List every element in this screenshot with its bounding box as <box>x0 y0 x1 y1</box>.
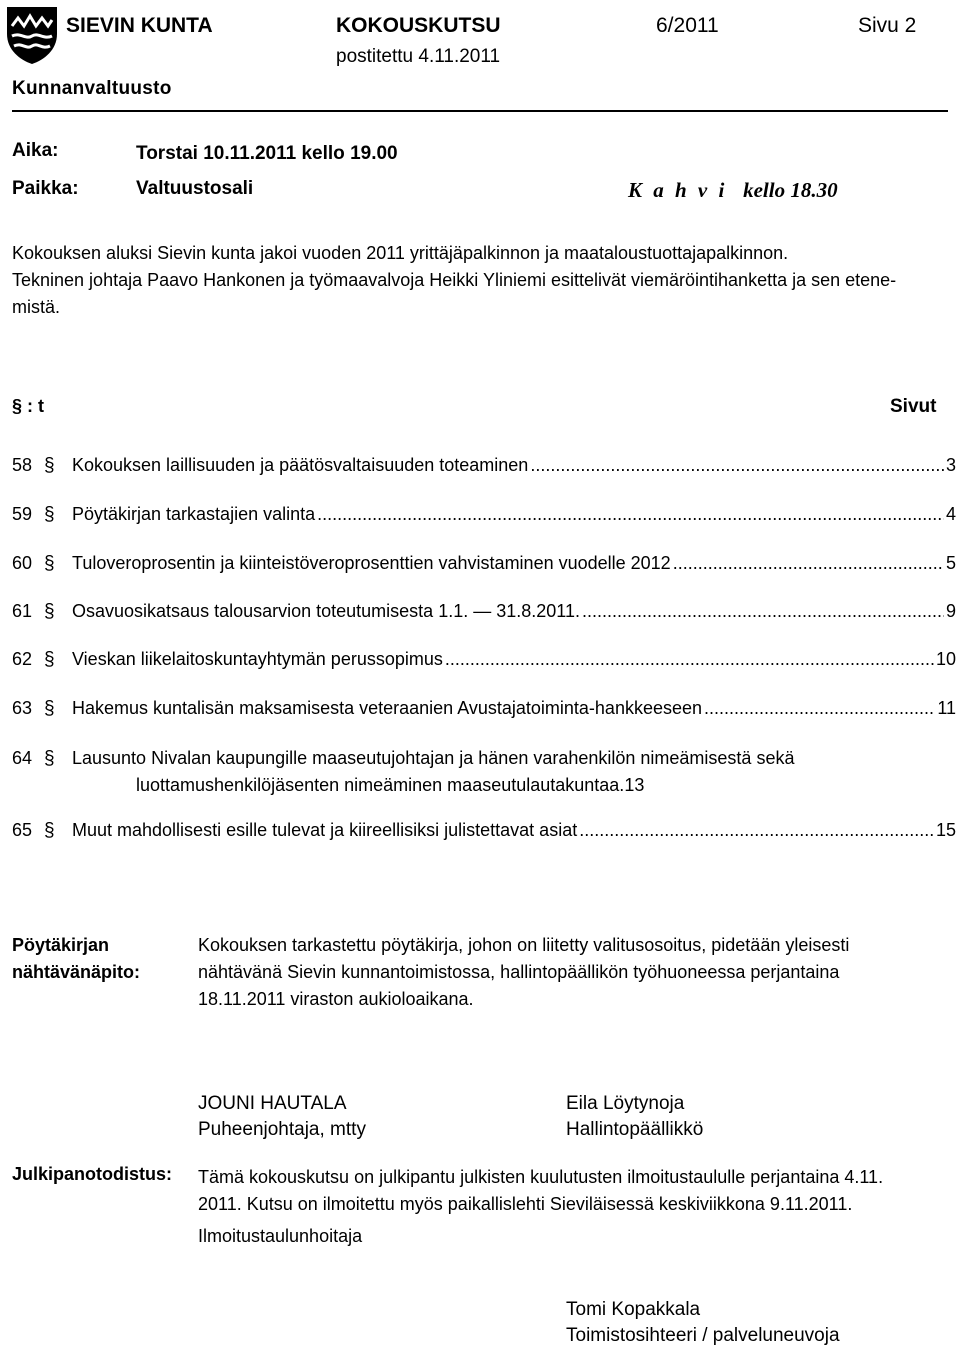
toc-item-title: Tuloveroprosentin ja kiinteistöveroprosenttien vahvistaminen vuodelle 2012 <box>72 553 671 573</box>
publication-text: Tämä kokouskutsu on julkipantu julkisten kuulutusten ilmoitustaululle perjantaina 4.11. 2011. Kutsu on ilmoitettu myös paikallislehti Sieviläisessä keskiviikkona 9.11.2011. <box>198 1167 884 1214</box>
toc-item-page: 11 <box>937 698 956 718</box>
section-symbol: § <box>12 396 23 416</box>
toc-item-number: 65 <box>12 820 33 840</box>
toc-leader <box>579 817 934 844</box>
chair-name: JOUNI HAUTALA <box>198 1093 347 1114</box>
toc-item-number: 62 <box>12 649 33 669</box>
publication-role: Ilmoitustaulunhoitaja <box>198 1226 363 1246</box>
toc-item-title-continued: luottamushenkilöjäsenten nimeäminen maaseutulautakuntaa. <box>136 775 625 795</box>
signer-name: Tomi Kopakkala <box>566 1299 701 1320</box>
time-value: Torstai 10.11.2011 kello 19.00 <box>136 143 398 164</box>
intro-line: Tekninen johtaja Paavo Hankonen ja työmaavalvoja Heikki Yliniemi esittelivät viemäröintihanketta ja sen etene- <box>12 270 897 290</box>
section-symbol: § <box>44 504 55 525</box>
toc-item-title: Pöytäkirjan tarkastajien valinta <box>72 504 316 524</box>
toc-item <box>12 745 956 799</box>
intro-text <box>12 240 948 321</box>
toc-section-heading: § : t <box>12 396 45 416</box>
toc-item-number: 63 <box>12 698 33 718</box>
governing-body: Kunnanvaltuusto <box>12 78 172 99</box>
toc-item-title: Muut mahdollisesti esille tulevat ja kiireellisiksi julistettavat asiat <box>72 820 578 840</box>
section-symbol: § <box>44 649 55 670</box>
section-symbol: § <box>44 553 55 574</box>
section-symbol: § <box>44 748 55 769</box>
signer-title: Toimistosihteeri / palveluneuvoja <box>566 1325 840 1346</box>
toc-item-page: 13 <box>624 775 645 795</box>
toc-item-number: 60 <box>12 553 33 573</box>
place-label: Paikka: <box>12 178 79 199</box>
toc-item-number: 61 <box>12 601 33 621</box>
coffee-time: kello 18.30 <box>743 178 838 202</box>
section-symbol: § <box>44 601 55 622</box>
toc-item-title: Lausunto Nivalan kaupungille maaseutujohtajan ja hänen varahenkilön nimeämisestä sekä <box>72 748 795 768</box>
intro-line: Kokouksen aluksi Sievin kunta jakoi vuoden 2011 yrittäjäpalkinnon ja maataloustuottajapalkinnon. <box>12 243 789 263</box>
section-symbol: § <box>44 698 55 719</box>
intro-line: mistä. <box>12 297 61 317</box>
toc-item-page: 3 <box>945 455 956 475</box>
document-type: KOKOUSKUTSU <box>336 14 501 37</box>
inspection-text: Kokouksen tarkastettu pöytäkirja, johon on liitetty valitusosoitus, pidetään yleisesti nähtävänä Sievin kunnantoimistossa, hallintopäällikön työhuoneessa perjantaina 18.11.2011 viraston aukioloaikana. <box>198 935 850 1009</box>
time-label: Aika: <box>12 140 59 161</box>
toc-item-page: 4 <box>945 504 956 524</box>
toc-leader <box>673 550 944 577</box>
toc-pages-heading: Sivut <box>890 396 937 417</box>
header-divider <box>12 110 948 112</box>
toc-item-number: 64 <box>12 748 33 768</box>
admin-name: Eila Löytynoja <box>566 1093 685 1114</box>
admin-title: Hallintopäällikkö <box>566 1119 704 1140</box>
toc-leader <box>530 452 944 479</box>
section-symbol: § <box>44 820 55 841</box>
inspection-label: Pöytäkirjan nähtävänäpito: <box>12 935 141 982</box>
posted-date: postitettu 4.11.2011 <box>336 46 501 67</box>
toc-item-title: Vieskan liikelaitoskuntayhtymän perussopimus <box>72 649 443 669</box>
page-number: Sivu 2 <box>858 14 917 37</box>
toc-leader <box>445 646 934 673</box>
chair-title: Puheenjohtaja, mtty <box>198 1119 366 1140</box>
toc-leader <box>582 598 944 625</box>
document-number: 6/2011 <box>656 14 719 37</box>
toc-item-page: 9 <box>945 601 956 621</box>
coffee-info <box>628 178 838 203</box>
toc-item-number: 58 <box>12 455 33 475</box>
organization-name: SIEVIN KUNTA <box>66 14 213 37</box>
toc-item-title: Kokouksen laillisuuden ja päätösvaltaisuuden toteaminen <box>72 455 529 475</box>
place-value: Valtuustosali <box>136 178 254 199</box>
toc-item-number: 59 <box>12 504 33 524</box>
coffee-label: K a h v i <box>628 178 728 202</box>
toc-leader <box>317 501 944 528</box>
toc-item-title: Osavuosikatsaus talousarvion toteutumisesta 1.1. — 31.8.2011. <box>72 601 580 621</box>
toc-item-page: 15 <box>935 820 956 840</box>
toc-item-page: 5 <box>945 553 956 573</box>
municipal-crest-icon <box>4 4 60 66</box>
toc-item-title: Hakemus kuntalisän maksamisesta veteraanien Avustajatoiminta-hankkeeseen <box>72 698 703 718</box>
section-symbol: § <box>44 455 55 476</box>
publication-label: Julkipanotodistus: <box>12 1164 173 1184</box>
toc-leader <box>704 695 935 722</box>
toc-item-page: 10 <box>935 649 956 669</box>
